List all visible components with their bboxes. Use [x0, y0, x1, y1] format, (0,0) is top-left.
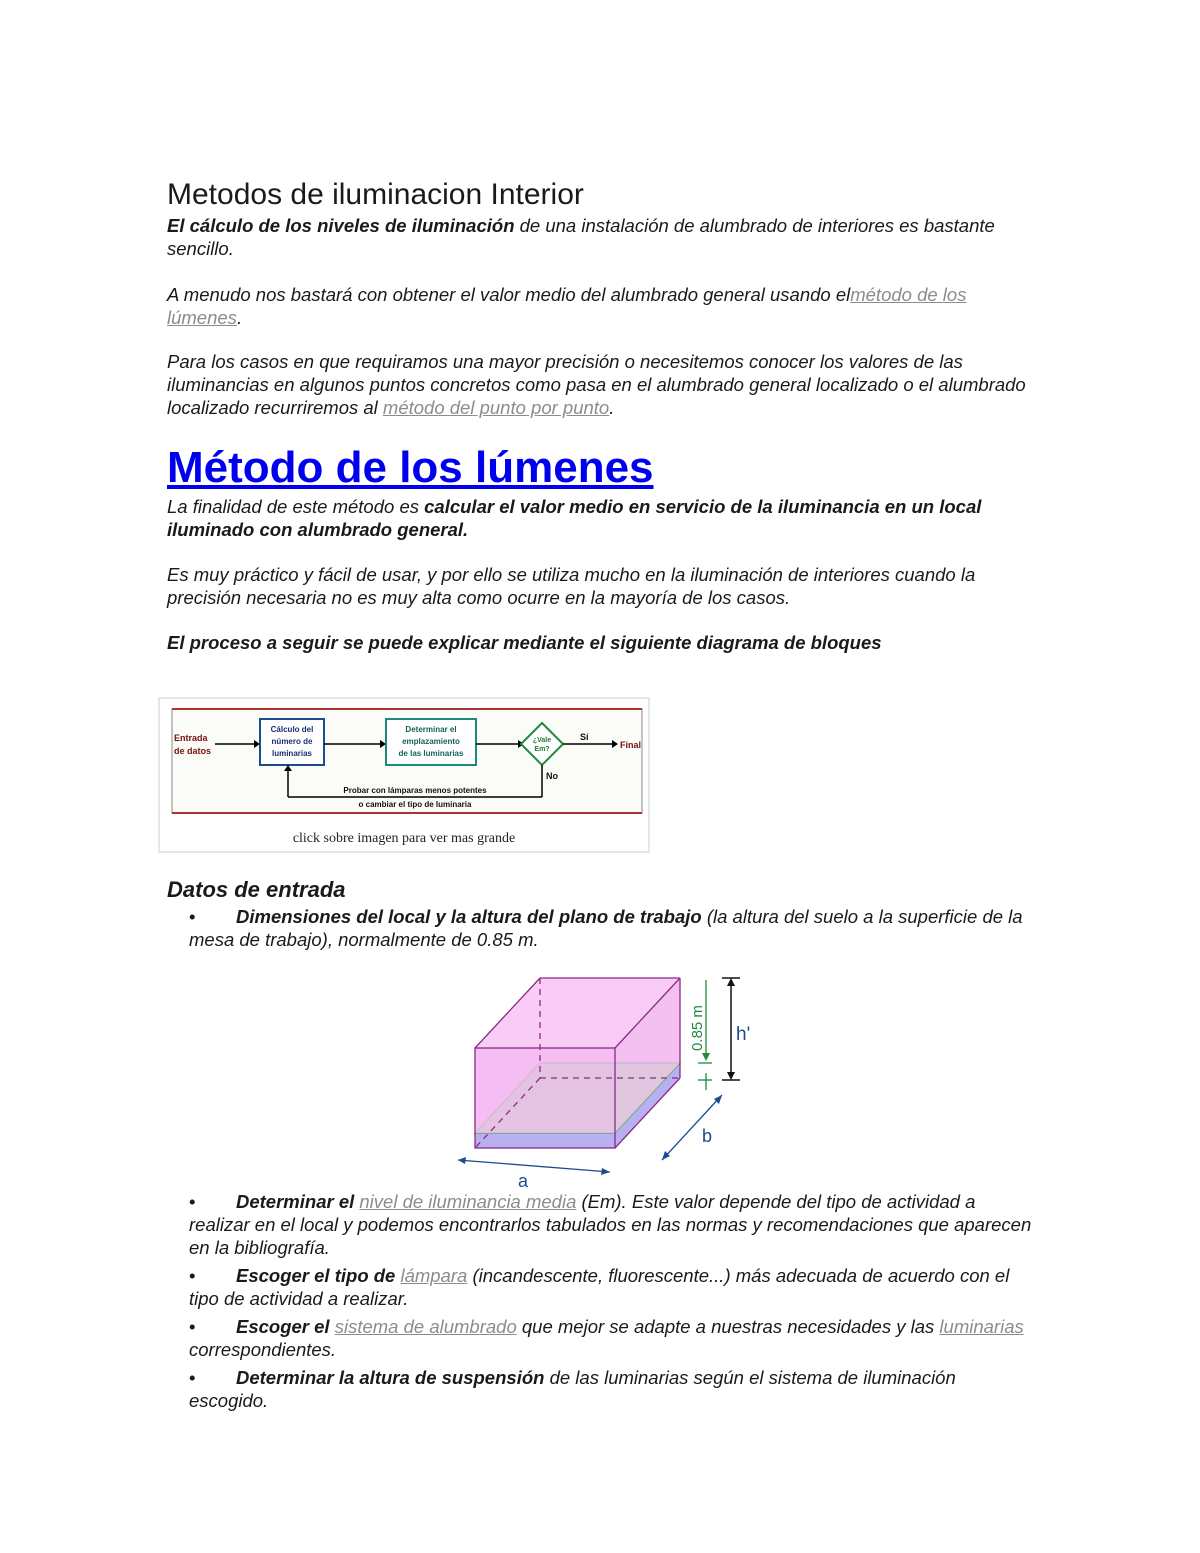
nivel-iluminancia-link[interactable]: nivel de iluminancia media	[359, 1191, 577, 1212]
bullet-text: (la altura del suelo a la superficie de la mesa de trabajo), normalmente de 0.85 m.	[189, 906, 1023, 950]
h-prime-label: h'	[736, 1024, 751, 1045]
section-paragraph-1	[167, 495, 1037, 541]
intro-text: Para los casos en que requiramos una mayor precisión o necesitemos conocer los valores de las iluminancias en algunos puntos concretos como pasa en el alumbrado general localizado o el alumbrado localizado recurriremos al	[167, 351, 1026, 418]
svg-text:de datos: de datos	[174, 746, 212, 756]
bullet: •	[189, 1367, 196, 1388]
a-label: a	[518, 1171, 529, 1190]
list-item	[189, 1190, 1039, 1259]
bullet-text: correspondientes.	[189, 1339, 337, 1360]
intro-paragraph-1	[167, 214, 1037, 260]
luminarias-link[interactable]: luminarias	[939, 1316, 1024, 1337]
datos-heading: Datos de entrada	[167, 877, 346, 902]
list-item	[189, 1366, 1039, 1412]
height-label: 0.85 m	[689, 1005, 706, 1051]
svg-text:Determinar el: Determinar el	[405, 725, 457, 734]
end-label: Final	[620, 740, 642, 750]
svg-text:Probar con lámparas menos pote: Probar con lámparas menos potentes	[343, 786, 487, 795]
svg-text:o cambiar el tipo de luminaria: o cambiar el tipo de luminaria	[358, 800, 472, 809]
svg-text:Em?: Em?	[534, 746, 550, 753]
svg-text:Entrada: Entrada	[174, 733, 208, 743]
bullet-text: que mejor se adapte a nuestras necesidades y las	[516, 1316, 940, 1337]
section-text: La finalidad de este método es	[167, 496, 425, 517]
emplazamiento-block-label	[399, 725, 464, 758]
block-diagram	[160, 699, 648, 829]
svg-text:de las luminarias: de las luminarias	[398, 749, 464, 758]
svg-text:número de: número de	[271, 737, 313, 746]
bullet-bold-text: Determinar la altura de suspensión	[236, 1367, 545, 1388]
b-label: b	[702, 1126, 713, 1146]
punctuation: .	[236, 307, 243, 328]
list-item	[189, 1264, 1039, 1310]
bullet-bold-text: Escoger el tipo de	[236, 1265, 401, 1286]
section-text: Es muy práctico y fácil de usar, y por ello se utiliza mucho en la iluminación de interiores cuando la precisión necesaria no es muy alta como ocurre en la mayoría de los casos.	[167, 564, 976, 608]
section-bold-text: El proceso a seguir se puede explicar mediante el siguiente diagrama de bloques	[167, 632, 882, 653]
bullet-bold-text: Determinar el	[236, 1191, 360, 1212]
list-item	[189, 1315, 1039, 1361]
bullet: •	[189, 1316, 196, 1337]
bullet: •	[189, 1191, 196, 1212]
bullet-bold-text: Escoger el	[236, 1316, 335, 1337]
block-diagram-image[interactable]	[158, 697, 650, 853]
intro-text: de una instalación de alumbrado de interiores es bastante sencillo.	[167, 215, 995, 259]
image-caption: click sobre imagen para ver mas grande	[292, 831, 516, 846]
svg-text:¿Vale: ¿Vale	[532, 737, 552, 744]
bullet-text: (incandescente, fluorescente...) más adecuada de acuerdo con el tipo de actividad a realizar.	[189, 1265, 1010, 1309]
intro-bold-text: El cálculo de los niveles de iluminación	[167, 215, 515, 236]
section-paragraph-2	[167, 563, 1037, 609]
section-paragraph-3	[167, 631, 1037, 654]
intro-paragraph-2	[167, 283, 1037, 329]
svg-text:luminarias: luminarias	[271, 749, 313, 758]
bullet-bold-text: Dimensiones del local y la altura del plano de trabajo	[236, 906, 702, 927]
bullet: •	[189, 906, 196, 927]
page-title: Metodos de iluminacion Interior	[167, 178, 584, 211]
section-bold-text: calcular el valor medio en servicio de la iluminancia en un local iluminado con alumbrado general.	[167, 496, 982, 540]
bullet-text: de las luminarias según el sistema de iluminación escogido.	[189, 1367, 956, 1411]
calc-block-label	[271, 725, 314, 758]
room-dimensions-figure	[450, 970, 770, 1195]
bullet: •	[189, 1265, 196, 1286]
svg-text:emplazamiento: emplazamiento	[402, 737, 460, 746]
intro-paragraph-3	[167, 350, 1037, 419]
list-item	[189, 905, 1039, 951]
yes-label: Sí	[580, 732, 589, 742]
lampara-link[interactable]: lámpara	[400, 1265, 468, 1286]
intro-text: A menudo nos bastará con obtener el valor medio del alumbrado general usando el	[167, 284, 851, 305]
bullet-text: (Em). Este valor depende del tipo de actividad a realizar en el local y podemos encontrarlos tabulados en las normas y recomendaciones que aparecen en la bibliografía.	[189, 1191, 1032, 1258]
no-label: No	[546, 771, 558, 781]
section-heading-link[interactable]: Método de los lúmenes	[167, 443, 654, 492]
metodo-punto-link[interactable]: método del punto por punto	[382, 397, 610, 418]
sistema-alumbrado-link[interactable]: sistema de alumbrado	[334, 1316, 517, 1337]
punctuation: .	[609, 397, 615, 418]
svg-text:Cálculo del: Cálculo del	[270, 725, 314, 734]
metodo-lumenes-link[interactable]: método de los lúmenes	[167, 284, 967, 328]
